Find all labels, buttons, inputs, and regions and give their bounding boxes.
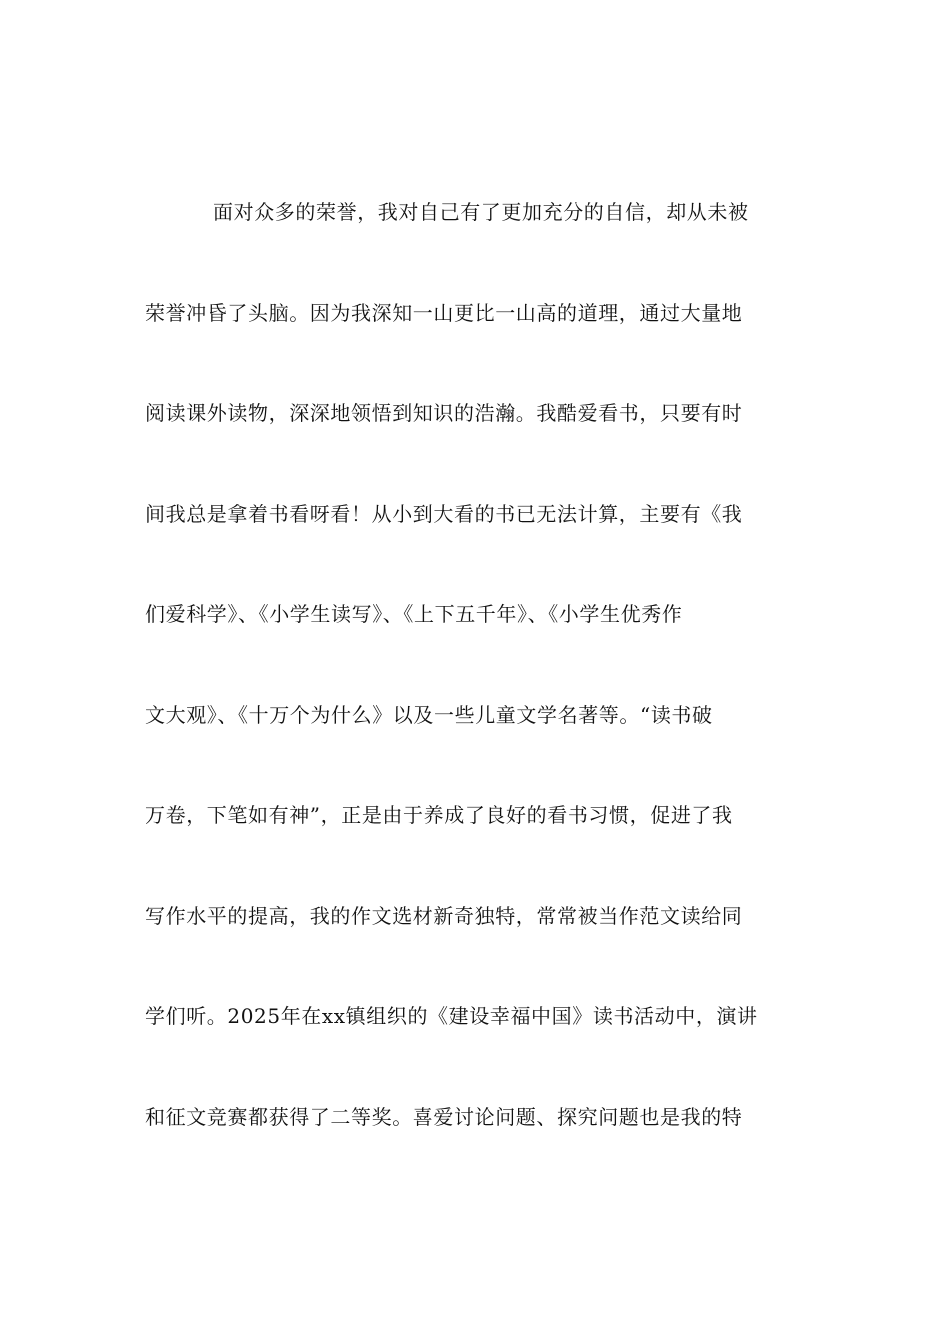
text-line: 文大观》、《十万个为什么》以及一些儿童文学名著等。“读书破: [145, 702, 713, 727]
text-line: 万卷，下笔如有神”，正是由于养成了良好的看书习惯，促进了我: [145, 803, 733, 827]
text-line: 和征文竞赛都获得了二等奖。喜爱讨论问题、探究问题也是我的特: [145, 1104, 743, 1129]
text-line: 写作水平的提高，我的作文选材新奇独特，常常被当作范文读给同: [145, 903, 743, 928]
text-line: 学们听。2025年在xx镇组织的《建设幸福中国》读书活动中，演讲: [145, 1004, 758, 1028]
text-line: 阅读课外读物，深深地领悟到知识的浩瀚。我酷爱看书，只要有时: [145, 401, 743, 425]
text-line: 面对众多的荣誉，我对自己有了更加充分的自信，却从未被: [213, 200, 749, 224]
text-line: 荣誉冲昏了头脑。因为我深知一山更比一山高的道理，通过大量地: [145, 300, 743, 325]
text-line: 间我总是拿着书看呀看！从小到大看的书已无法计算，主要有《我: [145, 501, 743, 526]
body-paragraph: [145, 194, 810, 1199]
text-line: 们爱科学》、《小学生读写》、《上下五千年》、《小学生优秀作: [145, 602, 683, 626]
